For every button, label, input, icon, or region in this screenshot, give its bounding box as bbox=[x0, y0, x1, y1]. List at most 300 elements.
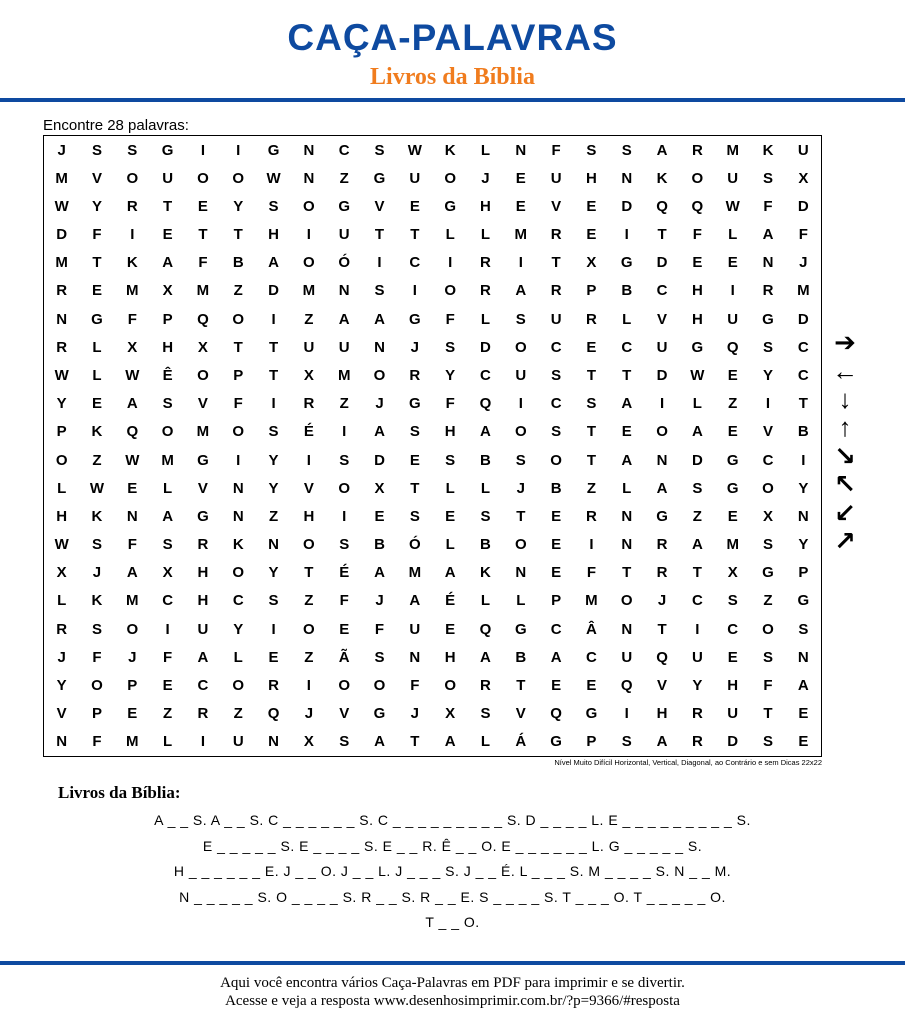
grid-cell: I bbox=[271, 395, 276, 413]
grid-cell: D bbox=[656, 367, 668, 385]
grid-cell: N bbox=[515, 564, 527, 582]
grid-cell: E bbox=[515, 169, 526, 187]
grid-cell: Q bbox=[656, 197, 668, 215]
grid-cell: C bbox=[197, 677, 209, 695]
grid-cell: L bbox=[57, 592, 67, 610]
grid-cell: C bbox=[586, 648, 597, 666]
grid-cell: S bbox=[268, 592, 279, 610]
grid-cell: I bbox=[518, 395, 523, 413]
grid-cell: F bbox=[92, 733, 102, 751]
grid-cell: D bbox=[797, 310, 809, 328]
grid-cell: P bbox=[586, 282, 597, 300]
grid-cell: N bbox=[656, 451, 668, 469]
grid-cell: F bbox=[586, 564, 596, 582]
grid-cell: A bbox=[691, 423, 703, 441]
grid-cell: T bbox=[657, 226, 667, 244]
grid-cell: X bbox=[56, 564, 67, 582]
grid-cell: H bbox=[444, 648, 456, 666]
footer bbox=[0, 974, 905, 1010]
grid-cell: I bbox=[306, 677, 311, 695]
grid-cell: O bbox=[303, 197, 315, 215]
grid-cell: H bbox=[727, 677, 739, 695]
grid-cell: L bbox=[480, 479, 491, 497]
grid-cell: C bbox=[691, 592, 703, 610]
grid-cell: C bbox=[409, 254, 421, 272]
grid-cell: N bbox=[232, 479, 244, 497]
arrow-up-icon: ↑ bbox=[838, 412, 852, 443]
grid-cell: S bbox=[763, 338, 774, 356]
grid-cell: A bbox=[515, 282, 527, 300]
grid-cell: F bbox=[445, 395, 455, 413]
grid-cell: A bbox=[374, 733, 385, 751]
grid-cell: L bbox=[480, 592, 491, 610]
grid-cell: G bbox=[267, 141, 280, 159]
grid-cell: R bbox=[268, 677, 279, 695]
grid-cell: S bbox=[515, 310, 526, 328]
grid-cell: Â bbox=[586, 620, 597, 638]
grid-cell: G bbox=[762, 310, 774, 328]
grid-cell: G bbox=[197, 507, 209, 525]
grid-cell: E bbox=[692, 254, 703, 272]
grid-cell: J bbox=[657, 592, 667, 610]
grid-cell: D bbox=[268, 282, 279, 300]
grid-cell: S bbox=[586, 141, 597, 159]
grid-cell: Y bbox=[233, 620, 244, 638]
grid-cell: S bbox=[763, 733, 774, 751]
grid-cell: Y bbox=[91, 197, 102, 215]
grid-cell: E bbox=[727, 423, 738, 441]
grid-cell: I bbox=[306, 226, 311, 244]
grid-cell: P bbox=[162, 310, 173, 328]
grid-cell: S bbox=[480, 705, 491, 723]
grid-cell: N bbox=[126, 507, 138, 525]
grid-cell: I bbox=[659, 395, 665, 413]
grid-cell: S bbox=[409, 423, 420, 441]
grid-cell: U bbox=[515, 367, 527, 385]
grid-cell: R bbox=[197, 705, 209, 723]
grid-cell: T bbox=[586, 423, 596, 441]
arrow-down-right-icon: ↘ bbox=[834, 440, 856, 471]
grid-cell: A bbox=[621, 451, 633, 469]
grid-cell: R bbox=[691, 705, 703, 723]
grid-cell: K bbox=[91, 507, 103, 525]
grid-cell: Z bbox=[233, 282, 243, 300]
grid-cell: Y bbox=[798, 479, 809, 497]
grid-cell: U bbox=[338, 226, 350, 244]
grid-cell: N bbox=[762, 254, 774, 272]
grid-cell: A bbox=[550, 648, 562, 666]
grid-cell: C bbox=[480, 367, 491, 385]
grid-cell: K bbox=[762, 141, 774, 159]
grid-cell: Y bbox=[763, 367, 774, 385]
grid-cell: E bbox=[127, 705, 138, 723]
grid-cell: H bbox=[691, 310, 703, 328]
grid-cell: W bbox=[125, 367, 140, 385]
grid-cell: J bbox=[410, 705, 419, 723]
grid-cell: T bbox=[410, 479, 420, 497]
grid-cell: S bbox=[268, 423, 279, 441]
grid-cell: D bbox=[621, 197, 633, 215]
bottom-divider bbox=[0, 961, 905, 965]
grid-cell: A bbox=[444, 564, 456, 582]
grid-cell: C bbox=[797, 338, 809, 356]
grid-cell: O bbox=[232, 564, 245, 582]
grid-cell: L bbox=[233, 648, 243, 666]
grid-cell: X bbox=[586, 254, 597, 272]
grid-cell: E bbox=[586, 677, 597, 695]
grid-cell: V bbox=[303, 479, 314, 497]
grid-cell: A bbox=[268, 254, 279, 272]
grid-cell: F bbox=[92, 226, 102, 244]
grid-cell: R bbox=[480, 282, 491, 300]
grid-cell: H bbox=[197, 564, 209, 582]
grid-cell: L bbox=[622, 310, 632, 328]
grid-cell: G bbox=[691, 338, 704, 356]
grid-cell: É bbox=[339, 564, 350, 582]
grid-cell: R bbox=[586, 507, 597, 525]
grid-cell: K bbox=[232, 536, 244, 554]
grid-cell: L bbox=[445, 226, 455, 244]
grid-cell: L bbox=[692, 395, 702, 413]
grid-cell: I bbox=[200, 141, 205, 159]
grid-cell: Q bbox=[479, 620, 492, 638]
grid-cell: P bbox=[233, 367, 244, 385]
grid-cell: Y bbox=[692, 677, 703, 695]
grid-cell: G bbox=[444, 197, 456, 215]
grid-cell: N bbox=[409, 648, 421, 666]
word-list-line: H _ _ _ _ _ _ E. J _ _ O. J _ _ L. J _ _ _ S. J _ _ É. L _ _ _ S. M _ _ _ _ S. N _ _ M. bbox=[173, 863, 732, 879]
grid-cell: I bbox=[236, 141, 241, 159]
grid-cell: O bbox=[550, 451, 562, 469]
grid-cell: E bbox=[91, 395, 102, 413]
grid-cell: Z bbox=[692, 507, 702, 525]
grid-cell: L bbox=[445, 536, 455, 554]
grid-cell: C bbox=[656, 282, 668, 300]
grid-cell: M bbox=[55, 169, 68, 187]
grid-cell: N bbox=[621, 620, 633, 638]
grid-cell: N bbox=[268, 733, 279, 751]
grid-cell: K bbox=[480, 564, 491, 582]
grid-cell: A bbox=[691, 536, 703, 554]
grid-cell: R bbox=[480, 677, 491, 695]
grid-cell: A bbox=[338, 310, 350, 328]
grid-cell: Ã bbox=[338, 648, 350, 666]
grid-cell: O bbox=[232, 677, 245, 695]
grid-cell: Z bbox=[304, 310, 314, 328]
grid-cell: P bbox=[798, 564, 809, 582]
grid-cell: Q bbox=[197, 310, 209, 328]
grid-cell: X bbox=[303, 367, 314, 385]
grid-cell: O bbox=[338, 677, 351, 695]
grid-cell: S bbox=[409, 507, 420, 525]
grid-cell: M bbox=[585, 592, 598, 610]
grid-cell: Y bbox=[798, 536, 809, 554]
grid-cell: O bbox=[303, 620, 315, 638]
grid-cell: I bbox=[130, 226, 135, 244]
grid-cell: E bbox=[586, 197, 597, 215]
grid-cell: R bbox=[656, 564, 668, 582]
grid-cell: Z bbox=[586, 479, 596, 497]
grid-cell: R bbox=[691, 733, 703, 751]
grid-cell: A bbox=[480, 423, 491, 441]
grid-cell: M bbox=[126, 282, 139, 300]
grid-cell: S bbox=[162, 395, 173, 413]
grid-cell: F bbox=[692, 226, 702, 244]
grid-cell: L bbox=[728, 226, 738, 244]
grid-cell: B bbox=[550, 479, 562, 497]
grid-cell: X bbox=[127, 338, 138, 356]
grid-cell: O bbox=[444, 282, 456, 300]
page-subtitle: Livros da Bíblia bbox=[370, 64, 535, 90]
grid-cell: T bbox=[410, 226, 420, 244]
grid-cell: E bbox=[515, 197, 526, 215]
grid-cell: N bbox=[338, 282, 350, 300]
grid-cell: Z bbox=[92, 451, 102, 469]
grid-cell: O bbox=[55, 451, 68, 469]
grid-cell: R bbox=[409, 367, 421, 385]
grid-cell: L bbox=[163, 479, 173, 497]
grid-cell: S bbox=[268, 197, 279, 215]
grid-cell: É bbox=[445, 592, 456, 610]
grid-cell: E bbox=[162, 226, 173, 244]
grid-cell: A bbox=[656, 141, 668, 159]
grid-cell: O bbox=[197, 169, 209, 187]
grid-cell: E bbox=[445, 507, 456, 525]
grid-cell: L bbox=[480, 733, 491, 751]
grid-cell: U bbox=[727, 705, 739, 723]
grid-cell: T bbox=[798, 395, 808, 413]
puzzle-instructions: Encontre 28 palavras: bbox=[43, 117, 189, 134]
grid-cell: M bbox=[514, 226, 528, 244]
grid-cell: M bbox=[126, 592, 139, 610]
grid-cell: M bbox=[126, 733, 139, 751]
grid-cell: T bbox=[516, 507, 526, 525]
grid-cell: C bbox=[162, 592, 174, 610]
grid-cell: E bbox=[409, 451, 420, 469]
grid-cell: É bbox=[303, 423, 314, 441]
arrow-up-left-icon: ↖ bbox=[834, 469, 856, 500]
grid-cell: Y bbox=[445, 367, 456, 385]
grid-cell: R bbox=[550, 226, 562, 244]
arrow-right-icon: ➔ bbox=[834, 327, 856, 358]
grid-cell: K bbox=[91, 592, 103, 610]
grid-cell: D bbox=[691, 451, 703, 469]
grid-cell: A bbox=[126, 395, 138, 413]
grid-cell: M bbox=[196, 423, 210, 441]
grid-cell: A bbox=[197, 648, 209, 666]
grid-cell: H bbox=[444, 423, 456, 441]
grid-cell: I bbox=[730, 282, 735, 300]
grid-cell: D bbox=[56, 226, 68, 244]
grid-cell: E bbox=[91, 282, 102, 300]
grid-cell: S bbox=[621, 733, 632, 751]
grid-cell: S bbox=[374, 282, 385, 300]
grid-cell: L bbox=[445, 479, 455, 497]
grid-cell: O bbox=[338, 479, 351, 497]
grid-cell: N bbox=[797, 507, 809, 525]
grid-cell: D bbox=[656, 254, 668, 272]
grid-cell: Z bbox=[304, 648, 314, 666]
grid-cell: J bbox=[92, 564, 102, 582]
grid-cell: P bbox=[586, 733, 597, 751]
grid-cell: O bbox=[514, 338, 527, 356]
grid-cell: D bbox=[480, 338, 491, 356]
grid-cell: Z bbox=[233, 705, 243, 723]
grid-cell: X bbox=[303, 733, 314, 751]
grid-cell: T bbox=[692, 564, 702, 582]
grid-cell: E bbox=[551, 564, 562, 582]
grid-cell: A bbox=[409, 592, 421, 610]
grid-cell: E bbox=[551, 677, 562, 695]
grid-cell: O bbox=[126, 620, 139, 638]
grid-cell: I bbox=[377, 254, 382, 272]
grid-cell: V bbox=[91, 169, 102, 187]
grid-cell: E bbox=[727, 648, 738, 666]
word-list bbox=[40, 808, 865, 936]
grid-cell: A bbox=[762, 226, 774, 244]
grid-cell: M bbox=[55, 254, 68, 272]
grid-cell: L bbox=[480, 226, 491, 244]
page-title: CAÇA-PALAVRAS bbox=[287, 17, 618, 58]
grid-cell: R bbox=[56, 620, 68, 638]
grid-cell: Z bbox=[268, 507, 279, 525]
grid-cell: U bbox=[550, 169, 562, 187]
grid-cell: I bbox=[200, 733, 205, 751]
grid-cell: F bbox=[233, 395, 243, 413]
arrow-left-icon: ← bbox=[832, 355, 858, 386]
grid-cell: M bbox=[337, 367, 351, 385]
grid-cell: V bbox=[657, 677, 668, 695]
grid-cell: E bbox=[727, 367, 738, 385]
grid-cell: M bbox=[408, 564, 422, 582]
grid-cell: X bbox=[798, 169, 809, 187]
grid-cell: E bbox=[551, 536, 562, 554]
word-search-grid bbox=[43, 135, 822, 757]
footer-line-1: Aqui você encontra vários Caça-Palavras em PDF para imprimir e se divertir. bbox=[220, 975, 685, 991]
grid-cell: L bbox=[480, 310, 491, 328]
grid-cell: Ó bbox=[408, 536, 421, 554]
grid-cell: G bbox=[656, 507, 668, 525]
grid-cell: W bbox=[125, 451, 140, 469]
grid-cell: G bbox=[514, 620, 527, 638]
grid-cell: O bbox=[620, 592, 633, 610]
grid-cell: W bbox=[266, 169, 281, 187]
grid-cell: U bbox=[656, 338, 668, 356]
grid-cell: Y bbox=[268, 479, 279, 497]
grid-cell: S bbox=[798, 620, 809, 638]
grid-cell: T bbox=[622, 564, 632, 582]
grid-cell: I bbox=[412, 282, 417, 300]
grid-cell: N bbox=[797, 648, 809, 666]
grid-cell: A bbox=[374, 564, 385, 582]
grid-cell: C bbox=[621, 338, 633, 356]
grid-cell: R bbox=[480, 254, 491, 272]
grid-cell: F bbox=[127, 310, 137, 328]
grid-cell: S bbox=[480, 507, 491, 525]
grid-cell: Ê bbox=[162, 367, 173, 385]
grid-cell: Y bbox=[56, 677, 67, 695]
grid-cell: G bbox=[726, 451, 739, 469]
grid-cell: G bbox=[197, 451, 209, 469]
grid-cell: J bbox=[799, 254, 808, 272]
grid-cell: C bbox=[727, 620, 739, 638]
grid-cell: O bbox=[303, 536, 315, 554]
grid-cell: A bbox=[374, 423, 385, 441]
grid-cell: X bbox=[162, 282, 173, 300]
grid-cell: R bbox=[56, 338, 68, 356]
grid-cell: T bbox=[198, 226, 208, 244]
grid-cell: F bbox=[374, 620, 385, 638]
grid-cell: C bbox=[762, 451, 774, 469]
grid-cell: V bbox=[197, 395, 208, 413]
grid-cell: S bbox=[127, 141, 138, 159]
grid-cell: R bbox=[197, 536, 209, 554]
grid-cell: O bbox=[514, 536, 527, 554]
grid-cell: G bbox=[550, 733, 562, 751]
grid-cell: V bbox=[515, 705, 526, 723]
grid-cell: X bbox=[727, 564, 738, 582]
grid-cell: O bbox=[303, 254, 315, 272]
grid-cell: J bbox=[304, 705, 314, 723]
grid-cell: H bbox=[268, 226, 279, 244]
grid-cell: N bbox=[374, 338, 385, 356]
grid-cell: D bbox=[374, 451, 385, 469]
grid-cell: L bbox=[622, 479, 632, 497]
grid-cell: G bbox=[161, 141, 174, 159]
grid-cell: H bbox=[56, 507, 68, 525]
grid-cell: A bbox=[656, 479, 668, 497]
grid-cell: O bbox=[161, 423, 174, 441]
grid-cell: G bbox=[408, 310, 421, 328]
word-list-line: N _ _ _ _ _ S. O _ _ _ _ S. R _ _ S. R _ _ E. S _ _ _ _ S. T _ _ _ O. T _ _ _ _ _ O. bbox=[179, 888, 726, 905]
grid-cell: I bbox=[342, 507, 347, 525]
grid-cell: S bbox=[692, 479, 703, 497]
grid-cell: T bbox=[763, 705, 773, 723]
word-list-line: A _ _ S. A _ _ S. C _ _ _ _ _ _ S. C _ _ _ _ _ _ _ _ _ S. D _ _ _ _ L. E _ _ _ _ _ _ _ _ _ S. bbox=[154, 812, 751, 828]
grid-cell: I bbox=[801, 451, 806, 469]
grid-cell: R bbox=[586, 310, 597, 328]
grid-cell: F bbox=[198, 254, 208, 272]
grid-cell: S bbox=[374, 648, 385, 666]
grid-cell: U bbox=[197, 620, 209, 638]
grid-cell: S bbox=[374, 141, 385, 159]
grid-cell: T bbox=[586, 451, 596, 469]
grid-cell: D bbox=[797, 197, 809, 215]
grid-cell: E bbox=[162, 677, 173, 695]
grid-cell: N bbox=[56, 733, 68, 751]
grid-cell: P bbox=[127, 677, 138, 695]
grid-cell: U bbox=[303, 338, 315, 356]
grid-cell: P bbox=[551, 592, 562, 610]
grid-cell: R bbox=[656, 536, 668, 554]
grid-cell: N bbox=[621, 507, 633, 525]
grid-cell: G bbox=[373, 169, 386, 187]
grid-cell: S bbox=[91, 620, 102, 638]
grid-cell: V bbox=[56, 705, 67, 723]
grid-cell: T bbox=[551, 254, 561, 272]
grid-cell: E bbox=[268, 648, 279, 666]
grid-cell: O bbox=[373, 677, 386, 695]
grid-cell: F bbox=[339, 592, 349, 610]
grid-cell: X bbox=[374, 479, 385, 497]
grid-cell: H bbox=[303, 507, 315, 525]
grid-cell: Z bbox=[763, 592, 773, 610]
grid-cell: T bbox=[268, 338, 279, 356]
grid-cell: I bbox=[236, 451, 241, 469]
grid-cell: H bbox=[162, 338, 174, 356]
grid-cell: J bbox=[57, 141, 66, 159]
grid-cell: A bbox=[444, 733, 456, 751]
